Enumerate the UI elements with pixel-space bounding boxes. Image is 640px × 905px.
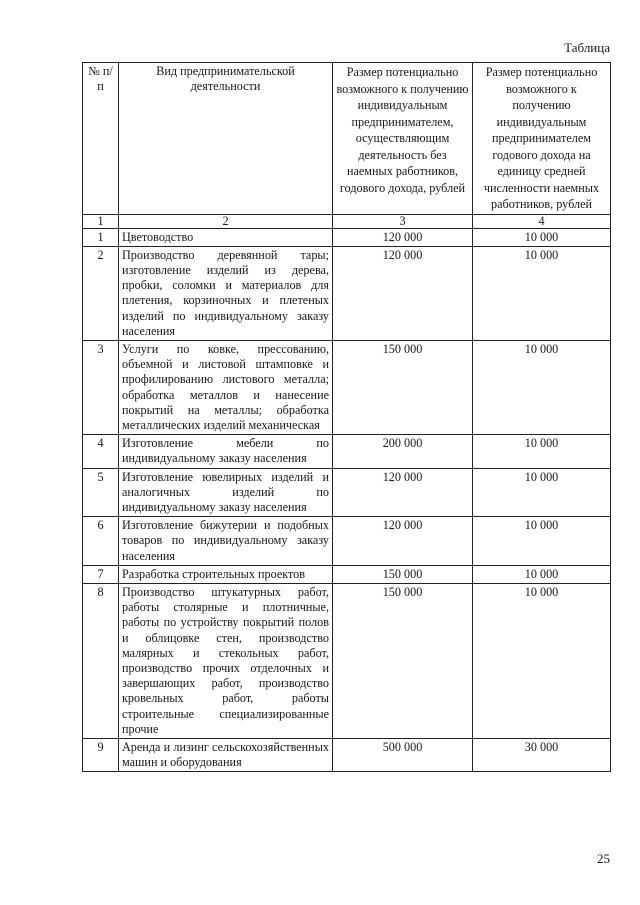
income-size-cell: 500 000 — [333, 739, 473, 772]
table-row — [83, 739, 611, 772]
row-number: 5 — [83, 468, 119, 517]
row-number: 2 — [83, 246, 119, 340]
column-index-cell: 1 — [83, 214, 119, 228]
activity-cell: Изготовление мебели по индивидуальному заказу населения — [119, 435, 333, 468]
row-number: 1 — [83, 228, 119, 246]
table-row — [83, 468, 611, 517]
activity-cell: Услуги по ковке, прессованию, объемной и листовой штамповке и профилированию листового металла; обработка металлов и нанесение покрытий на металлы; обработка металлических изделий механическая — [119, 340, 333, 434]
activity-cell: Аренда и лизинг сельскохозяйственных машин и оборудования — [119, 739, 333, 772]
income-per-worker-cell: 10 000 — [473, 228, 611, 246]
income-size-cell: 150 000 — [333, 565, 473, 583]
income-size-cell: 200 000 — [333, 435, 473, 468]
header-num: № п/п — [83, 63, 119, 215]
table-row — [83, 565, 611, 583]
activity-cell: Производство штукатурных работ, работы столярные и плотничные, работы по устройству покрытий полов и облицовке стен, производство малярных и стекольных работ, производство прочих отделочных и завершающих работ, производство кровельных работ, работы строительные специализированные прочие — [119, 583, 333, 738]
row-number: 9 — [83, 739, 119, 772]
row-number: 4 — [83, 435, 119, 468]
table-row — [83, 246, 611, 340]
income-per-worker-cell: 30 000 — [473, 739, 611, 772]
income-size-cell: 120 000 — [333, 246, 473, 340]
table-row — [83, 340, 611, 434]
activity-cell: Изготовление ювелирных изделий и аналогичных изделий по индивидуальному заказу населения — [119, 468, 333, 517]
column-index-row — [83, 214, 611, 228]
row-number: 8 — [83, 583, 119, 738]
income-size-cell: 150 000 — [333, 583, 473, 738]
activity-income-table — [82, 62, 611, 772]
table-caption: Таблица — [564, 40, 610, 55]
column-index-cell: 3 — [333, 214, 473, 228]
table-row — [83, 517, 611, 566]
income-size-cell: 150 000 — [333, 340, 473, 434]
column-index-cell: 2 — [119, 214, 333, 228]
activity-cell: Разработка строительных проектов — [119, 565, 333, 583]
income-per-worker-cell: 10 000 — [473, 468, 611, 517]
activity-cell: Производство деревянной тары; изготовление изделий из дерева, пробки, соломки и материалов для плетения, корзиночных и плетеных изделий по индивидуальному заказу населения — [119, 246, 333, 340]
header-income-per-worker: Размер потенциально возможного к получению индивидуальным предпринимателем годового дохода на единицу средней численности наемных работников, рублей — [473, 63, 611, 215]
column-index-cell: 4 — [473, 214, 611, 228]
income-per-worker-cell: 10 000 — [473, 565, 611, 583]
income-per-worker-cell: 10 000 — [473, 435, 611, 468]
income-size-cell: 120 000 — [333, 468, 473, 517]
activity-cell: Изготовление бижутерии и подобных товаров по индивидуальному заказу населения — [119, 517, 333, 566]
row-number: 7 — [83, 565, 119, 583]
table-row — [83, 435, 611, 468]
page-number: 25 — [597, 851, 610, 866]
activity-cell: Цветоводство — [119, 228, 333, 246]
row-number: 6 — [83, 517, 119, 566]
header-size: Размер потенциально возможного к получению индивидуальным предпринимателем, осуществляющим деятельность без наемных работников, годового дохода, рублей — [333, 63, 473, 215]
income-per-worker-cell: 10 000 — [473, 340, 611, 434]
header-activity: Вид предпринимательской деятельности — [119, 63, 333, 215]
income-per-worker-cell: 10 000 — [473, 517, 611, 566]
table-row — [83, 228, 611, 246]
table-header-row — [83, 63, 611, 215]
row-number: 3 — [83, 340, 119, 434]
table-row — [83, 583, 611, 738]
income-size-cell: 120 000 — [333, 517, 473, 566]
income-per-worker-cell: 10 000 — [473, 246, 611, 340]
income-per-worker-cell: 10 000 — [473, 583, 611, 738]
income-size-cell: 120 000 — [333, 228, 473, 246]
